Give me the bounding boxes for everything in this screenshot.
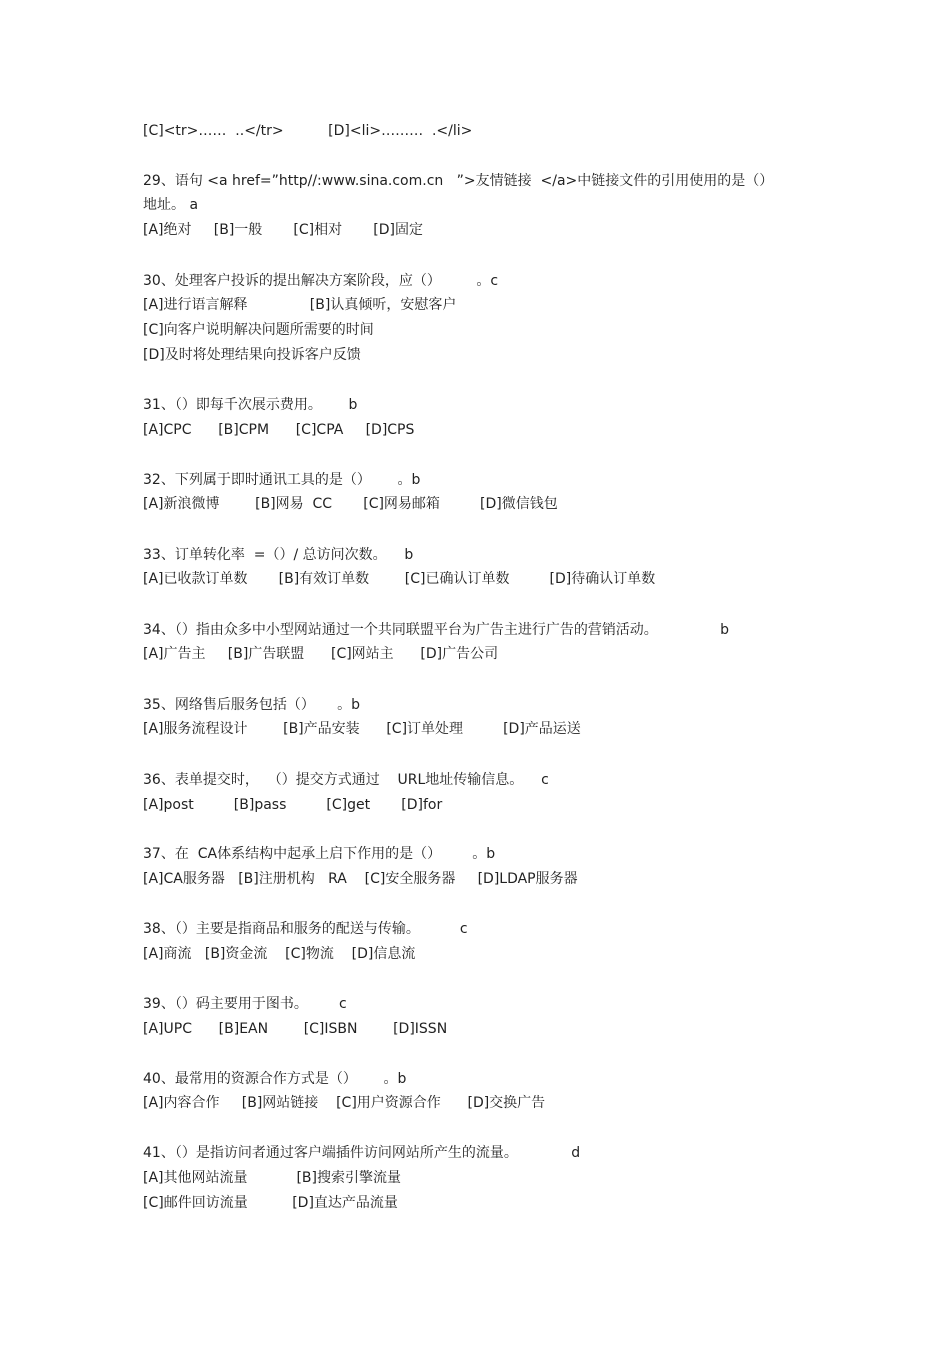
question-35: 35、网络售后服务包括（） 。b	[143, 697, 360, 713]
options-39: [A]UPC [B]EAN [C]ISBN [D]ISSN	[143, 1021, 448, 1037]
question-31: 31、（）即每千次展示费用。 b	[143, 397, 358, 413]
options-35: [A]服务流程设计 [B]产品安装 [C]订单处理 [D]产品运送	[143, 721, 581, 737]
options-31: [A]CPC [B]CPM [C]CPA [D]CPS	[143, 422, 415, 438]
question-38: 38、（）主要是指商品和服务的配送与传输。 c	[143, 921, 468, 937]
question-30: 30、处理客户投诉的提出解决方案阶段，应（） 。c	[143, 273, 499, 289]
question-39: 39、（）码主要用于图书。 c	[143, 996, 347, 1012]
question-33: 33、订单转化率 =（）/ 总访问次数。 b	[143, 547, 414, 563]
question-29-cont: 地址。 a	[143, 197, 199, 213]
question-32: 32、下列属于即时通讯工具的是（） 。b	[143, 472, 421, 488]
question-41: 41、（）是指访问者通过客户端插件访问网站所产生的流量。 d	[143, 1145, 581, 1161]
options-41-c: [C]邮件回访流量 [D]直达产品流量	[143, 1195, 398, 1211]
options-41-a: [A]其他网站流量 [B]搜索引擎流量	[143, 1170, 401, 1186]
options-37: [A]CA服务器 [B]注册机构 RA [C]安全服务器 [D]LDAP服务器	[143, 871, 578, 887]
options-29: [A]绝对 [B]一般 [C]相对 [D]固定	[143, 222, 423, 238]
options-36: [A]post [B]pass [C]get [D]for	[143, 797, 443, 813]
question-29: 29、语句 <a href=”http//:www.sina.com.cn ”>友情链接 </a>中链接文件的引用使用的是（）	[143, 173, 774, 189]
options-34: [A]广告主 [B]广告联盟 [C]网站主 [D]广告公司	[143, 646, 499, 662]
options-30-d: [D]及时将处理结果向投诉客户反馈	[143, 347, 361, 363]
options-38: [A]商流 [B]资金流 [C]物流 [D]信息流	[143, 946, 416, 962]
options-32: [A]新浪微博 [B]网易 CC [C]网易邮箱 [D]微信钱包	[143, 496, 558, 512]
question-37: 37、在 CA体系结构中起承上启下作用的是（） 。b	[143, 846, 496, 862]
options-30-a: [A]进行语言解释 [B]认真倾听，安慰客户	[143, 297, 457, 313]
question-34: 34、（）指由众多中小型网站通过一个共同联盟平台为广告主进行广告的营销活动。 b	[143, 622, 730, 638]
options-40: [A]内容合作 [B]网站链接 [C]用户资源合作 [D]交换广告	[143, 1095, 546, 1111]
question-40: 40、最常用的资源合作方式是（） 。b	[143, 1071, 407, 1087]
question-36: 36、表单提交时， （）提交方式通过 URL地址传输信息。 c	[143, 772, 549, 788]
options-30-c: [C]向客户说明解决问题所需要的时间	[143, 322, 374, 338]
options-33: [A]已收款订单数 [B]有效订单数 [C]已确认订单数 [D]待确认订单数	[143, 571, 656, 587]
option-line: [C]<tr>…… ..</tr> [D]<li>……… .</li>	[143, 123, 473, 139]
